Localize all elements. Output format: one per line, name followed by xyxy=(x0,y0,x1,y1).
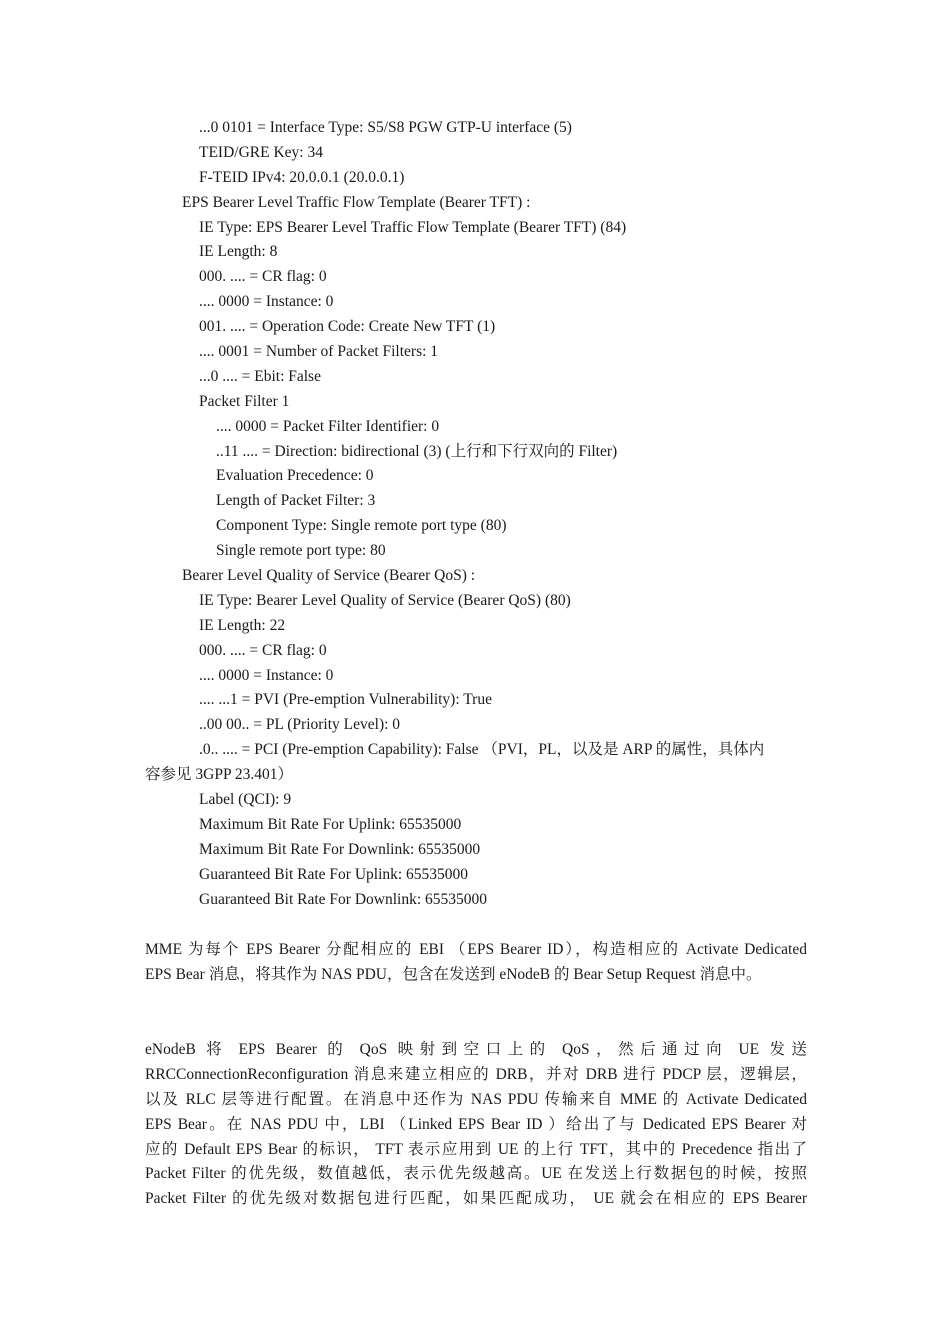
paragraph-line: RRCConnectionReconfiguration 消息来建立相应的 DRB，并对 DRB 进行 PDCP 层，逻辑层， xyxy=(145,1065,807,1083)
tree-line: ...0 0101 = Interface Type: S5/S8 PGW GTP-U interface (5) xyxy=(199,119,572,136)
paragraph-enodeb-drb xyxy=(145,1038,807,1212)
tree-line: IE Type: EPS Bearer Level Traffic Flow Template (Bearer TFT) (84) xyxy=(199,218,627,236)
paragraph-line: Packet Filter 的优先级对数据包进行匹配，如果匹配成功， UE 就会在相应的 EPS Bearer xyxy=(145,1190,807,1208)
tree-line: Maximum Bit Rate For Uplink: 65535000 xyxy=(199,815,462,833)
tree-line: .... 0000 = Instance: 0 xyxy=(199,666,334,684)
paragraph-line: EPS Bear 消息，将其作为 NAS PDU，包含在发送到 eNodeB 的 Bear Setup Request 消息中。 xyxy=(145,965,762,983)
tree-line-pci: .0.. .... = PCI (Pre-emption Capability): False （PVI，PL，以及是 ARP 的属性，具体内 xyxy=(199,741,765,759)
tree-line: Evaluation Precedence: 0 xyxy=(216,467,374,485)
tree-line: .... 0001 = Number of Packet Filters: 1 xyxy=(199,343,439,361)
tree-line: Length of Packet Filter: 3 xyxy=(216,492,376,510)
tree-subsection-header: Packet Filter 1 xyxy=(199,392,290,410)
tree-line: .... 0000 = Instance: 0 xyxy=(199,293,334,311)
tree-line: Maximum Bit Rate For Downlink: 65535000 xyxy=(199,840,481,858)
tree-section-header: EPS Bearer Level Traffic Flow Template (Bearer TFT) : xyxy=(182,193,531,211)
paragraph-line: EPS Bear。在 NAS PDU 中，LBI （Linked EPS Bear ID ）给出了与 Dedicated EPS Bearer 对 xyxy=(145,1115,807,1133)
paragraph-line: 应的 Default EPS Bear 的标识， TFT 表示应用到 UE 的上行 TFT，其中的 Precedence 指出了 xyxy=(145,1140,807,1158)
tree-line: Label (QCI): 9 xyxy=(199,791,292,809)
paragraph-line: Packet Filter 的优先级，数值越低，表示优先级越高。UE 在发送上行数据包的时候，按照 xyxy=(145,1165,807,1183)
tree-line: 000. .... = CR flag: 0 xyxy=(199,268,327,286)
tree-line: Guaranteed Bit Rate For Uplink: 65535000 xyxy=(199,865,469,883)
tree-line: TEID/GRE Key: 34 xyxy=(199,143,323,161)
paragraph-line: eNodeB 将 EPS Bearer 的 QoS 映射到空口上的 QoS，然后通过向 UE 发送 xyxy=(145,1041,807,1058)
tree-line: 000. .... = CR flag: 0 xyxy=(199,641,327,659)
tree-line: ..11 .... = Direction: bidirectional (3) (上行和下行双向的 Filter) xyxy=(216,442,618,460)
tree-line: .... ...1 = PVI (Pre-emption Vulnerability): True xyxy=(199,691,492,709)
tree-line: ...0 .... = Ebit: False xyxy=(199,367,321,385)
tree-line: ..00 00.. = PL (Priority Level): 0 xyxy=(199,716,401,734)
tree-line: Guaranteed Bit Rate For Downlink: 65535000 xyxy=(199,890,487,908)
tree-section-header: Bearer Level Quality of Service (Bearer QoS) : xyxy=(182,567,476,585)
tree-line: IE Length: 8 xyxy=(199,243,278,261)
tree-line: F-TEID IPv4: 20.0.0.1 (20.0.0.1) xyxy=(199,168,405,186)
tree-line: Component Type: Single remote port type (80) xyxy=(216,517,507,535)
tree-line: 001. .... = Operation Code: Create New TFT (1) xyxy=(199,318,496,336)
tree-line-pci-continued: 容参见 3GPP 23.401） xyxy=(145,766,293,784)
paragraph-mme-ebi xyxy=(145,938,807,988)
paragraph-line: MME 为每个 EPS Bearer 分配相应的 EBI （EPS Bearer ID），构造相应的 Activate Dedicated xyxy=(145,941,807,958)
tree-line: Single remote port type: 80 xyxy=(216,542,386,560)
paragraph-line: 以及 RLC 层等进行配置。在消息中还作为 NAS PDU 传输来自 MME 的 Activate Dedicated xyxy=(145,1090,807,1108)
protocol-decode-tree xyxy=(145,116,810,913)
tree-line: IE Type: Bearer Level Quality of Service (Bearer QoS) (80) xyxy=(199,591,571,609)
tree-line: IE Length: 22 xyxy=(199,616,286,634)
tree-line: .... 0000 = Packet Filter Identifier: 0 xyxy=(216,417,440,435)
